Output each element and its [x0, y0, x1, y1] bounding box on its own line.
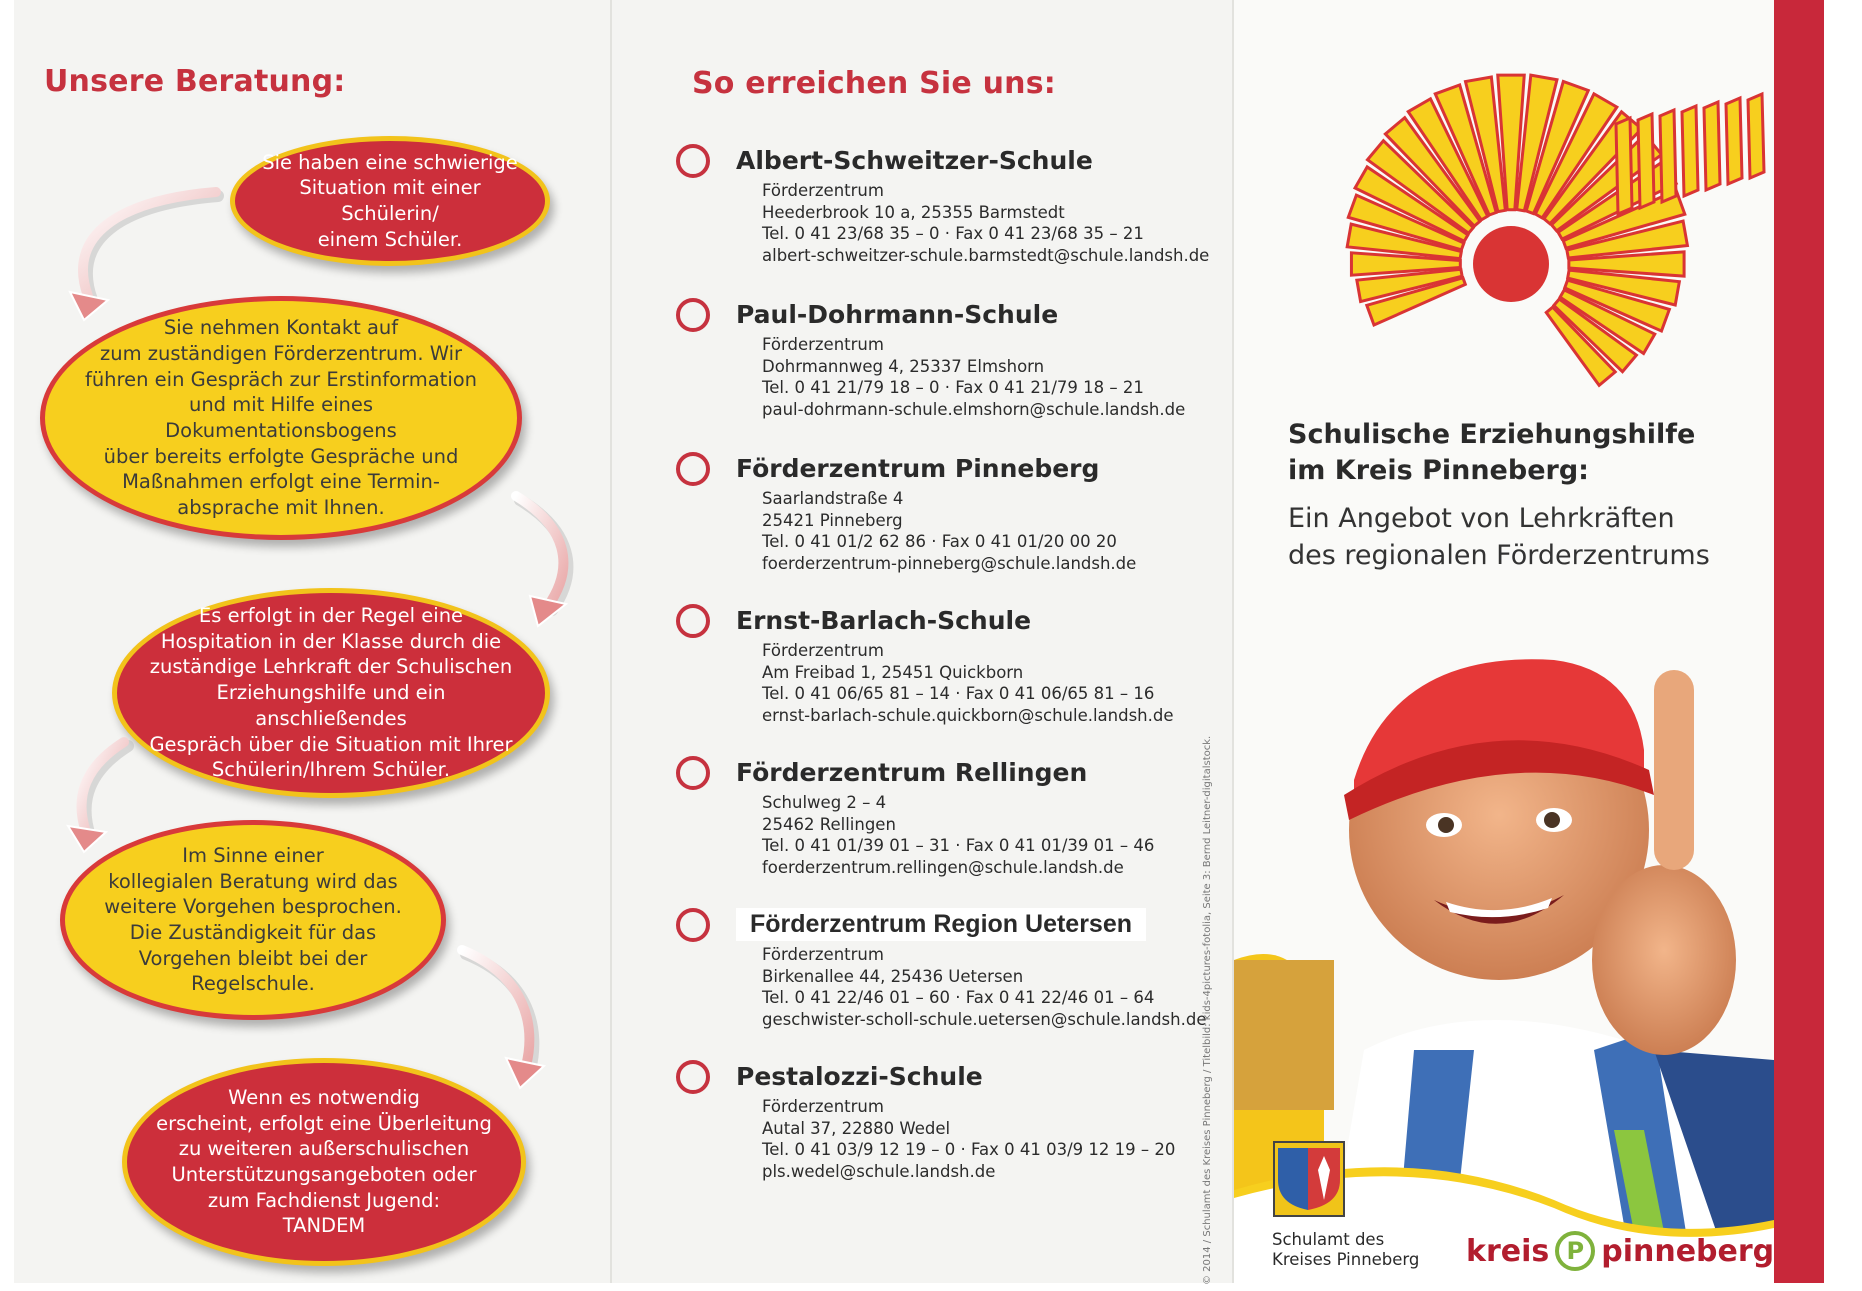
step-text-line: weitere Vorgehen besprochen. — [104, 895, 402, 919]
kreis-pinneberg-logo — [1466, 1231, 1774, 1271]
sun-ray — [1726, 98, 1742, 184]
step-text-line: Sie nehmen Kontakt auf — [163, 316, 399, 340]
sunburst-logo-icon — [1286, 64, 1776, 344]
bullet-circle-icon — [676, 144, 710, 178]
step-text-line: Gespräch über die Situation mit Ihrer — [149, 732, 513, 756]
arrow-path — [462, 950, 529, 1066]
arrow-path — [516, 496, 563, 606]
bullet-circle-icon — [676, 756, 710, 790]
school-name: Pestalozzi-Schule — [736, 1062, 983, 1091]
step-text-line: Regelschule. — [191, 972, 315, 996]
bullet-circle-icon — [676, 452, 710, 486]
step-text-line: führen ein Gespräch zur Erstinformation — [84, 367, 478, 391]
subtitle-line: des regionalen Förderzentrums — [1288, 540, 1710, 571]
brochure-subtitle — [1288, 500, 1710, 574]
school-line: Förderzentrum — [762, 181, 884, 200]
step-text-line: zuständige Lehrkraft der Schulischen — [149, 655, 513, 679]
step-text-line: TANDEM — [282, 1214, 366, 1238]
kreis-logo-word: pinneberg — [1601, 1233, 1775, 1269]
sun-ray — [1660, 110, 1676, 202]
school-email[interactable]: foerderzentrum-pinneberg@schule.landsh.de — [762, 553, 1137, 573]
vertical-title: Schulische Erziehungshilfe im Kreis Pinneberg — [1818, 221, 1862, 1234]
school-line: Tel. 0 41 22/46 01 – 60 · Fax 0 41 22/46 01 – 64 — [762, 988, 1155, 1007]
sun-ray — [1638, 114, 1654, 208]
school-line: 25421 Pinneberg — [762, 510, 903, 530]
school-line: Förderzentrum — [762, 945, 884, 964]
school-name: Ernst-Barlach-Schule — [736, 606, 1032, 635]
school-line: Autal 37, 22880 Wedel — [762, 1118, 951, 1138]
step-text-line: kollegialen Beratung wird das — [108, 869, 398, 893]
step-text-line: Schülerin/Ihrem Schüler. — [211, 758, 451, 782]
school-name: Förderzentrum Region Uetersen — [736, 908, 1146, 941]
school-email[interactable]: ernst-barlach-schule.quickborn@schule.landsh.de — [762, 705, 1174, 725]
contact-heading: So erreichen Sie uns: — [692, 66, 1056, 101]
school-email[interactable]: albert-schweitzer-schule.barmstedt@schule.landsh.de — [762, 245, 1210, 265]
step-text-line: zum Fachdienst Jugend: — [207, 1188, 441, 1212]
subtitle-line: Ein Angebot von Lehrkräften — [1288, 503, 1675, 534]
bullet-circle-icon — [676, 1060, 710, 1094]
arrow-path — [83, 192, 216, 296]
school-line: 25462 Rellingen — [762, 814, 896, 834]
sun-ray — [1682, 106, 1698, 196]
bullet-circle-icon — [676, 908, 710, 942]
consultation-heading: Unsere Beratung: — [44, 64, 346, 99]
step-text-line: zum zuständigen Förderzentrum. Wir — [99, 341, 463, 365]
step-text-line: erscheint, erfolgt eine Überleitung — [156, 1111, 492, 1135]
photo-credit: © 2014 / Schulamt des Kreises Pinneberg / Titelbild: kids-4pictures-fotolia, Seite 3: Bernd Leitner-digitalstock. — [1202, 735, 1213, 1285]
school-line: Förderzentrum — [762, 641, 884, 660]
school-line: Förderzentrum — [762, 1097, 884, 1116]
school-line: Tel. 0 41 06/65 81 – 14 · Fax 0 41 06/65 81 – 16 — [762, 684, 1155, 703]
school-email[interactable]: geschwister-scholl-schule.uetersen@schule.landsh.de — [762, 1009, 1207, 1029]
school-line: Tel. 0 41 23/68 35 – 0 · Fax 0 41 23/68 35 – 21 — [762, 224, 1144, 243]
school-line: Tel. 0 41 21/79 18 – 0 · Fax 0 41 21/79 18 – 21 — [762, 378, 1144, 397]
school-line: Saarlandstraße 4 — [762, 489, 904, 508]
schulamt-logo-text — [1272, 1230, 1419, 1270]
school-line: Schulweg 2 – 4 — [762, 793, 887, 812]
sun-ray — [1704, 102, 1720, 190]
sun-ray — [1748, 94, 1764, 178]
school-name: Paul-Dohrmann-Schule — [736, 300, 1059, 329]
school-line: Förderzentrum — [762, 335, 884, 354]
step-text-line: einem Schüler. — [317, 227, 463, 251]
bullet-circle-icon — [676, 298, 710, 332]
step-text-line: Wenn es notwendig — [228, 1085, 420, 1109]
step-text-line: und mit Hilfe eines Dokumentationsbogens — [165, 393, 397, 442]
schulamt-line: Schulamt des — [1272, 1230, 1385, 1249]
step-text-line: Die Zuständigkeit für das — [129, 921, 377, 944]
sun-ray — [1616, 118, 1632, 214]
step-text-line: absprache mit Ihnen. — [177, 496, 385, 520]
step-text-line: zu weiteren außerschulischen — [178, 1137, 470, 1161]
school-line: Heederbrook 10 a, 25355 Barmstedt — [762, 202, 1065, 222]
coat-of-arms-icon — [1272, 1140, 1346, 1220]
school-name: Förderzentrum Rellingen — [736, 758, 1088, 787]
title-line: im Kreis Pinneberg: — [1288, 455, 1589, 486]
step-text-line: Erziehungshilfe und ein anschließendes — [216, 681, 446, 730]
brochure-title — [1288, 417, 1695, 489]
schulamt-line: Kreises Pinneberg — [1272, 1250, 1420, 1269]
vertical-title-bar — [1774, 0, 1824, 1283]
step-text-line: Hospitation in der Klasse durch die — [160, 629, 502, 653]
school-line: Birkenallee 44, 25436 Uetersen — [762, 966, 1024, 986]
bullet-circle-icon — [676, 604, 710, 638]
school-line: Tel. 0 41 01/39 01 – 31 · Fax 0 41 01/39 01 – 46 — [762, 836, 1155, 855]
step-text-line: Im Sinne einer — [182, 843, 324, 867]
school-line: Tel. 0 41 03/9 12 19 – 0 · Fax 0 41 03/9 12 19 – 20 — [762, 1140, 1176, 1159]
kreis-logo-word: kreis — [1466, 1233, 1550, 1269]
step-text-line: Maßnahmen erfolgt eine Termin- — [122, 470, 440, 494]
step-text-line: Unterstützungsangeboten oder — [171, 1163, 477, 1186]
step-text-line: Situation mit einer Schülerin/ — [299, 176, 481, 225]
school-email[interactable]: pls.wedel@schule.landsh.de — [762, 1161, 996, 1181]
school-name: Albert-Schweitzer-Schule — [736, 146, 1093, 175]
school-email[interactable]: foerderzentrum.rellingen@schule.landsh.de — [762, 857, 1124, 877]
school-email[interactable]: paul-dohrmann-schule.elmshorn@schule.landsh.de — [762, 399, 1186, 419]
title-line: Schulische Erziehungshilfe — [1288, 419, 1696, 450]
kreis-logo-mark-icon: P — [1555, 1231, 1595, 1271]
step-text-line: Sie haben eine schwierige — [262, 150, 518, 174]
school-line: Tel. 0 41 01/2 62 86 · Fax 0 41 01/20 00 20 — [762, 532, 1117, 551]
flow-arrows — [0, 0, 610, 1283]
school-line: Dohrmannweg 4, 25337 Elmshorn — [762, 356, 1045, 376]
step-text-line: Es erfolgt in der Regel eine — [198, 603, 464, 627]
step-text-line: über bereits erfolgte Gespräche und — [103, 444, 459, 468]
school-name: Förderzentrum Pinneberg — [736, 454, 1100, 483]
school-line: Am Freibad 1, 25451 Quickborn — [762, 662, 1024, 682]
step-text-line: Vorgehen bleibt bei der — [138, 946, 368, 970]
